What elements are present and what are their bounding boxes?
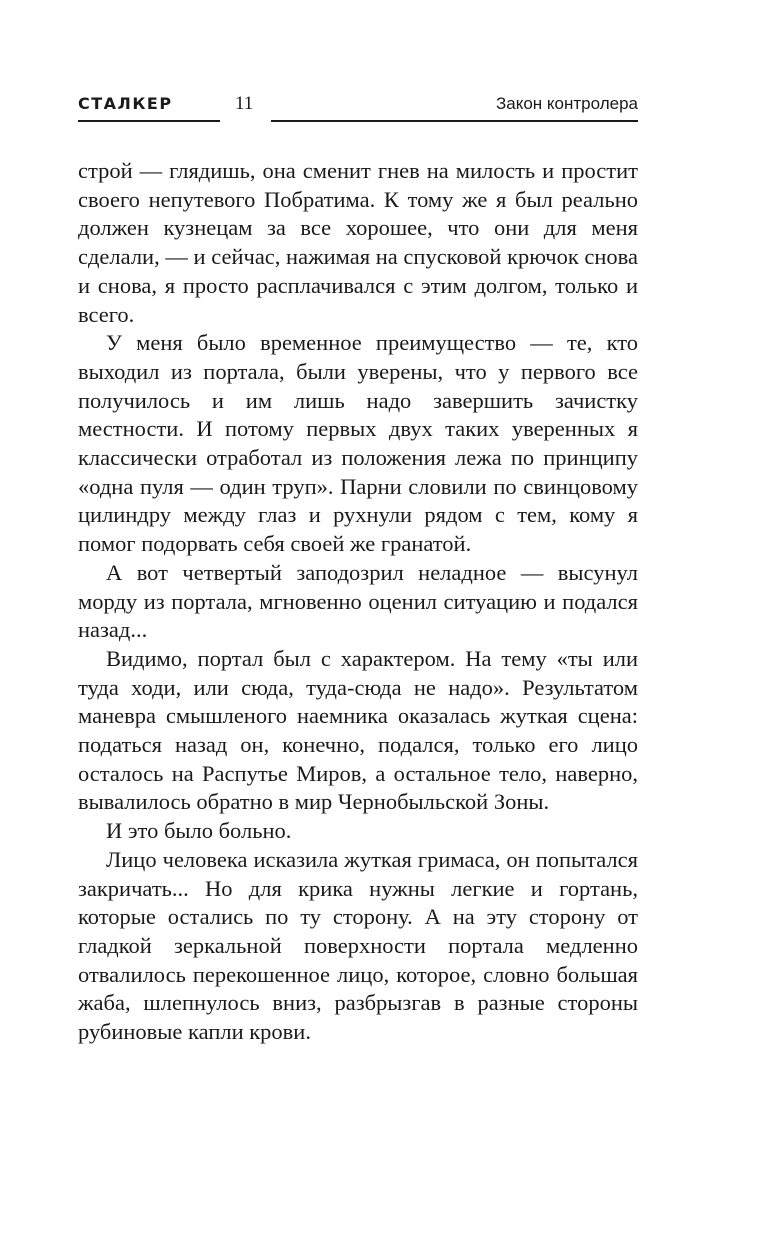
running-header — [78, 93, 638, 121]
paragraph: Видимо, портал был с характером. На тему «ты или туда ходи, или сюда, туда-сюда не надо». Результатом маневра смышленого наемника оказалась жуткая сцена: податься назад он, конечно, подался, только его лицо осталось на Распутье Миров, а остальное тело, наверно, вывалилось обратно в мир Чернобыльской Зоны. — [78, 645, 638, 815]
page-body — [78, 157, 638, 1047]
book-title: Закон контролера — [271, 93, 638, 122]
paragraph: строй — глядишь, она сменит гнев на милость и простит своего непутевого Побратима. К тому же я был реально должен кузнецам за все хорошее, что они для меня сделали, — и сейчас, нажимая на спусковой крючок снова и снова, я просто расплачивался с этим долгом, только и всего. — [78, 158, 638, 327]
page-number: 11 — [235, 93, 254, 114]
paragraph: И это было больно. — [106, 818, 292, 844]
series-name: СТАЛКЕР — [78, 93, 220, 122]
paragraph: А вот четвертый заподозрил неладное — высунул морду из портала, мгновенно оценил ситуацию и подался назад... — [78, 559, 638, 643]
paragraph: Лицо человека исказила жуткая гримаса, он попытался закричать... Но для крика нужны легкие и гортань, которые остались по ту сторону. А на эту сторону от гладкой зеркальной поверхности портала медленно отвалилось перекошенное лицо, которое, словно большая жаба, шлепнулось вниз, разбрызгав в разные стороны рубиновые капли крови. — [78, 846, 638, 1045]
paragraph: У меня было временное преимущество — те, кто выходил из портала, были уверены, что у первого все получилось и им лишь надо завершить зачистку местности. И потому первых двух таких уверенных я классически отработал из положения лежа по принципу «одна пуля — один труп». Парни словили по свинцовому цилиндру между глаз и рухнули рядом с тем, кому я помог подорвать себя своей же гранатой. — [78, 330, 638, 557]
